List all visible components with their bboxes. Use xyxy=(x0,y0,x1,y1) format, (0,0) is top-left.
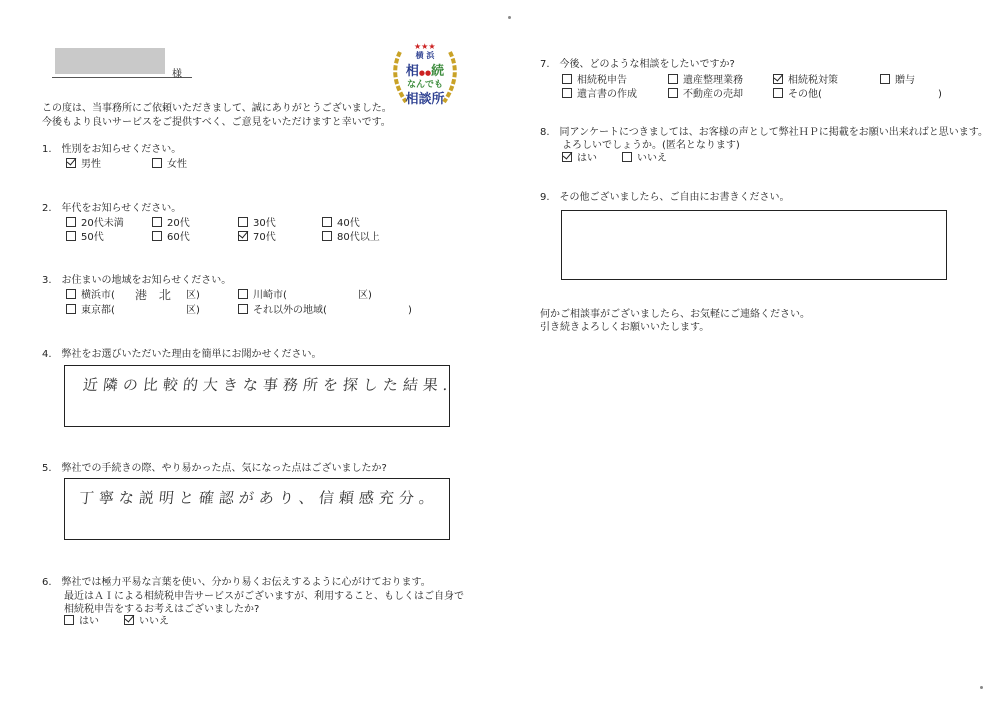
closing-line-2: 引き続きよろしくお願いいたします。 xyxy=(540,322,710,333)
checkbox-checked-icon[interactable] xyxy=(562,152,572,162)
q7-option[interactable]: 不動産の売却 xyxy=(668,88,743,101)
checkbox-icon[interactable] xyxy=(668,74,678,84)
q7-option-tax-planning[interactable]: 相続税対策 xyxy=(773,74,838,87)
q9-title: 9. その他ございましたら、ご自由にお書きください。 xyxy=(540,192,790,203)
q7-option[interactable]: 遺言書の作成 xyxy=(562,88,637,101)
q4-answer: 近隣の比較的大きな事務所を探した結果. xyxy=(82,376,454,394)
logo-line1: 横 浜 xyxy=(415,51,435,60)
checkbox-icon[interactable] xyxy=(322,217,332,227)
q2-option[interactable]: 50代 xyxy=(66,231,104,244)
checkbox-icon[interactable] xyxy=(622,152,632,162)
logo xyxy=(386,40,464,112)
logo-line3: なんでも xyxy=(406,80,443,90)
q8-option-yes[interactable]: はい xyxy=(562,152,597,165)
q2-title: 2. 年代をお知らせください。 xyxy=(42,203,182,214)
q7-option-other[interactable]: その他( xyxy=(773,88,822,101)
q9-answer-box[interactable] xyxy=(561,210,947,280)
checkbox-checked-icon[interactable] xyxy=(124,615,134,625)
scan-speck xyxy=(508,16,511,19)
checkbox-checked-icon[interactable] xyxy=(773,74,783,84)
checkbox-icon[interactable] xyxy=(152,217,162,227)
q7-title: 7. 今後、どのような相談をしたいですか? xyxy=(540,59,735,70)
q3-tokyo[interactable]: 東京都( xyxy=(66,304,115,317)
q6-line3: 相続税申告をするお考えはございましたか? xyxy=(64,604,260,615)
q8-line2: よろしいでしょうか。(匿名となります) xyxy=(562,140,740,151)
checkbox-icon[interactable] xyxy=(64,615,74,625)
q3-tokyo-ku: 区) xyxy=(186,305,200,316)
intro-line-2: 今後もより良いサービスをご提供すべく、ご意見をいただけますと幸いです。 xyxy=(42,117,391,128)
checkbox-icon[interactable] xyxy=(238,217,248,227)
checkbox-icon[interactable] xyxy=(562,88,572,98)
checkbox-icon[interactable] xyxy=(152,158,162,168)
q4-title: 4. 弊社をお選びいただいた理由を簡単にお聞かせください。 xyxy=(42,349,322,360)
q8-title: 8. 同アンケートにつきましては、お客様の声として弊社ＨＰに掲載をお願い出来ればと思います。 xyxy=(540,127,988,138)
q3-yokohama-handwritten: 港 北 xyxy=(135,288,175,302)
logo-char-a: 相 xyxy=(405,64,419,79)
q5-title: 5. 弊社での手続きの際、やり易かった点、気になった点はございましたか? xyxy=(42,463,387,474)
q5-answer: 丁寧な説明と確認があり、信頼感充分。 xyxy=(78,489,440,507)
checkbox-icon[interactable] xyxy=(668,88,678,98)
q6-option-yes[interactable]: はい xyxy=(64,615,99,628)
name-redaction xyxy=(55,48,165,74)
q6-line2: 最近はＡＩによる相続税申告サービスがございますが、利用すること、もしくはご自身で xyxy=(64,591,464,602)
q3-kawasaki[interactable]: 川崎市( xyxy=(238,289,287,302)
q2-option[interactable]: 60代 xyxy=(152,231,190,244)
q3-yokohama[interactable]: 横浜市( xyxy=(66,289,115,302)
q7-option[interactable]: 遺産整理業務 xyxy=(668,74,743,87)
checkbox-icon[interactable] xyxy=(66,217,76,227)
checkbox-icon[interactable] xyxy=(66,231,76,241)
q3-other-close: ) xyxy=(408,305,412,316)
checkbox-icon[interactable] xyxy=(152,231,162,241)
svg-text:★★★: ★★★ xyxy=(414,42,436,51)
q7-option[interactable]: 贈与 xyxy=(880,74,915,87)
q7-option[interactable]: 相続税申告 xyxy=(562,74,627,87)
closing-line-1: 何かご相談事がございましたら、お気軽にご連絡ください。 xyxy=(540,309,810,320)
logo-char-b: 続 xyxy=(431,64,445,79)
q1-option-male[interactable]: 男性 xyxy=(66,158,101,171)
checkbox-icon[interactable] xyxy=(66,289,76,299)
q3-kawasaki-ku: 区) xyxy=(358,290,372,301)
checkbox-icon[interactable] xyxy=(322,231,332,241)
honorific: 様 xyxy=(172,69,182,80)
intro-line-1: この度は、当事務所にご依頼いただきまして、誠にありがとうございました。 xyxy=(42,103,392,114)
q6-title: 6. 弊社では極力平易な言葉を使い、分かり易くお伝えするように心がけております。 xyxy=(42,577,431,588)
q2-option[interactable]: 20代 xyxy=(152,217,190,230)
name-underline xyxy=(52,77,192,78)
checkbox-checked-icon[interactable] xyxy=(238,231,248,241)
q3-title: 3. お住まいの地域をお知らせください。 xyxy=(42,275,232,286)
checkbox-icon[interactable] xyxy=(562,74,572,84)
q8-option-no[interactable]: いいえ xyxy=(622,152,667,165)
checkbox-icon[interactable] xyxy=(66,304,76,314)
checkbox-icon[interactable] xyxy=(773,88,783,98)
checkbox-icon[interactable] xyxy=(238,289,248,299)
q7-other-close: ) xyxy=(938,89,942,100)
q2-option[interactable]: 40代 xyxy=(322,217,360,230)
checkbox-icon[interactable] xyxy=(238,304,248,314)
q3-other[interactable]: それ以外の地域( xyxy=(238,304,327,317)
q2-option-70s[interactable]: 70代 xyxy=(238,231,276,244)
q3-yokohama-ku: 区) xyxy=(186,290,200,301)
q1-option-female[interactable]: 女性 xyxy=(152,158,187,171)
q4-answer-box[interactable] xyxy=(64,365,454,427)
scan-speck xyxy=(980,686,983,689)
checkbox-icon[interactable] xyxy=(880,74,890,84)
logo-line2: 相●●続 xyxy=(405,64,445,79)
logo-line4: 相談所 xyxy=(405,92,445,107)
q6-option-no[interactable]: いいえ xyxy=(124,615,169,628)
q2-option[interactable]: 30代 xyxy=(238,217,276,230)
q2-option[interactable]: 20代未満 xyxy=(66,217,124,230)
checkbox-checked-icon[interactable] xyxy=(66,158,76,168)
q2-option[interactable]: 80代以上 xyxy=(322,231,380,244)
q1-title: 1. 性別をお知らせください。 xyxy=(42,144,182,155)
q5-answer-box[interactable] xyxy=(64,478,450,540)
